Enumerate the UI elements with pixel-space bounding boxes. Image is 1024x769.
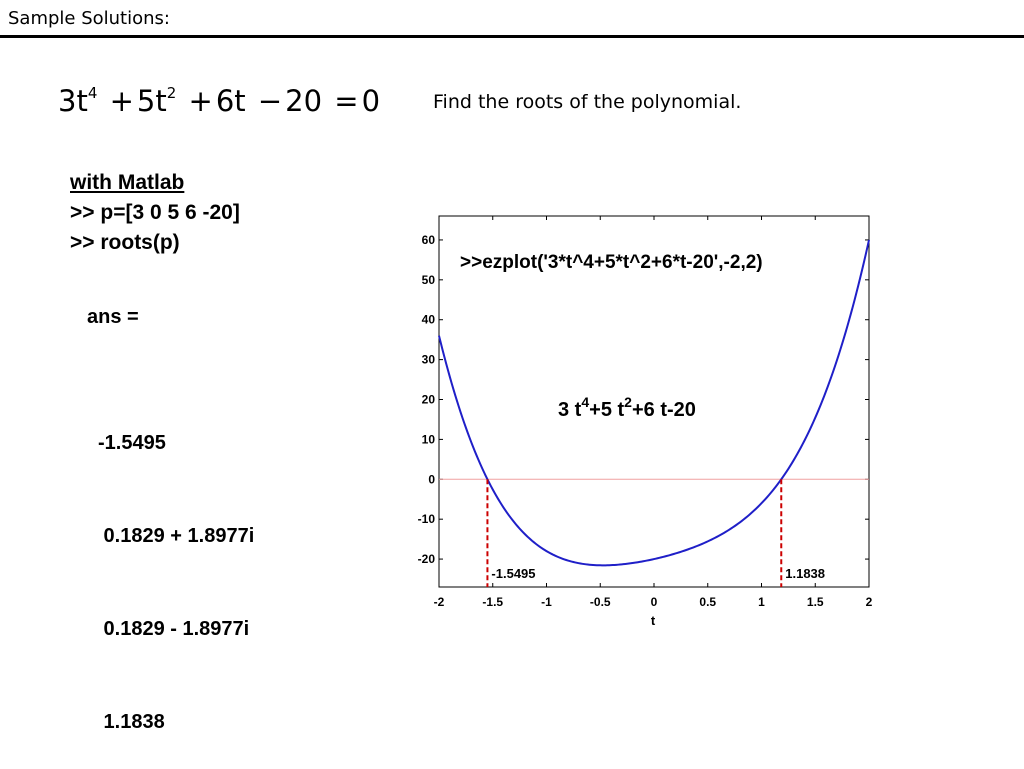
function-label-exp4: 4 [581, 394, 590, 410]
exponent-4: 4 [87, 84, 98, 102]
x-tick-label: 2 [865, 595, 873, 609]
matlab-line-2: >> roots(p) [70, 231, 180, 254]
root-marker-label: 1.1838 [785, 566, 826, 581]
term-6t: 6t [215, 84, 246, 118]
root-value: 1.1838 [98, 711, 165, 733]
matlab-line-1: >> p=[3 0 5 6 -20] [70, 201, 240, 224]
x-tick-label: -1 [541, 595, 552, 609]
plus-sign: + [188, 84, 213, 118]
equation-rhs: 0 [361, 84, 381, 118]
y-tick-label: 30 [421, 352, 435, 367]
function-label-exp2: 2 [624, 394, 632, 410]
root-value: -1.5495 [98, 432, 166, 454]
y-tick-label: 10 [421, 432, 435, 447]
y-tick-label: 20 [421, 392, 435, 407]
slide-title: Sample Solutions: [8, 8, 170, 29]
x-tick-label: 0.5 [699, 595, 717, 609]
y-tick-label: -10 [417, 512, 435, 527]
task-description: Find the roots of the polynomial. [433, 91, 742, 113]
root-value: 0.1829 - 1.8977i [98, 618, 250, 640]
plus-sign: + [109, 84, 134, 118]
y-tick-label: 0 [428, 472, 435, 487]
x-tick-label: -1.5 [482, 595, 504, 609]
term-3t: 3t [58, 84, 88, 118]
function-label-term: +5 t [589, 399, 625, 421]
answer-label: ans = [87, 306, 139, 328]
y-tick-label: 60 [421, 232, 435, 247]
term-5t: 5t [136, 84, 167, 118]
exponent-2: 2 [166, 84, 177, 102]
x-tick-label: -0.5 [589, 595, 611, 609]
x-tick-label: 1.5 [806, 595, 824, 609]
root-marker-label: -1.5495 [491, 566, 536, 581]
y-tick-label: 50 [421, 272, 435, 287]
ezplot-command: >>ezplot('3*t^4+5*t^2+6*t-20',-2,2) [460, 252, 763, 273]
x-tick-label: -2 [433, 595, 445, 609]
function-label [558, 394, 696, 421]
term-20: 20 [285, 84, 323, 118]
root-value: 0.1829 + 1.8977i [98, 525, 255, 547]
function-label-term: +6 t-20 [631, 399, 696, 421]
function-label-term: 3 t [558, 399, 582, 421]
x-axis-label: t [650, 613, 656, 628]
minus-sign: − [257, 84, 283, 118]
x-tick-label: 1 [758, 595, 765, 609]
x-tick-label: 0 [650, 595, 658, 609]
y-tick-label: -20 [417, 552, 435, 567]
equals-sign: = [334, 84, 359, 118]
matlab-heading: with Matlab [70, 171, 185, 194]
y-tick-label: 40 [421, 312, 435, 327]
